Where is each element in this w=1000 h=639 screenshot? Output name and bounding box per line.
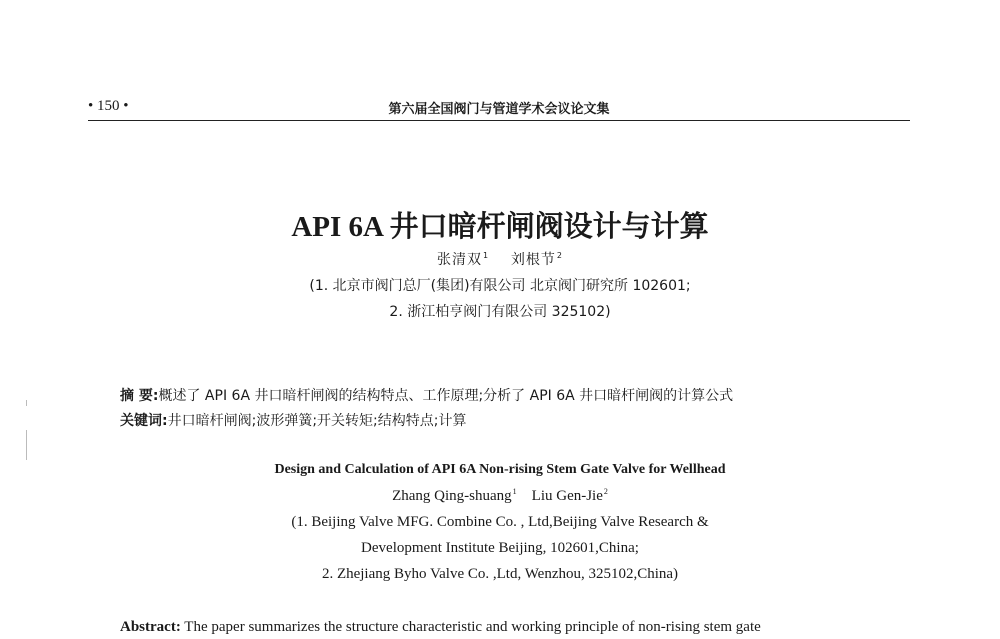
- paper-title-cn: API 6A 井口暗杆闸阀设计与计算: [291, 211, 709, 243]
- abstract-en-text: The paper summarizes the structure characteristic and working principle of non-rising stem gate: [180, 619, 761, 635]
- abstract-en: [120, 619, 761, 636]
- keywords-cn-text: 井口暗杆闸阀;波形弹簧;开关转矩;结构特点;计算: [167, 413, 467, 429]
- author-en-1: Zhang Qing-shuang: [392, 488, 512, 504]
- author-en-1-sup: 1: [512, 487, 517, 496]
- paper-title-en: Design and Calculation of API 6A Non-rising Stem Gate Valve for Wellhead: [274, 462, 726, 477]
- author-en-2-sup: 2: [603, 487, 608, 496]
- affiliation-cn-1: (1. 北京市阀门总厂(集团)有限公司 北京阀门研究所 102601;: [309, 278, 691, 294]
- abstract-cn: [120, 385, 920, 405]
- affiliation-en-1: (1. Beijing Valve MFG. Combine Co. , Ltd,Beijing Valve Research &: [291, 514, 709, 530]
- affiliation-en-2: Development Institute Beijing, 102601,China;: [361, 540, 639, 556]
- running-title: 第六届全国阀门与管道学术会议论文集: [388, 102, 610, 117]
- affiliation-en-3: 2. Zhejiang Byho Valve Co. ,Ltd, Wenzhou, 325102,China): [321, 566, 679, 582]
- keywords-cn: [120, 410, 920, 430]
- affiliation-cn-2: 2. 浙江柏亨阀门有限公司 325102): [389, 304, 611, 320]
- author-en-2: Liu Gen-Jie: [531, 488, 603, 504]
- scan-margin-mark: [26, 430, 27, 460]
- abstract-en-label: Abstract:: [120, 619, 181, 635]
- scan-margin-mark: [26, 400, 27, 406]
- running-header: [88, 96, 910, 121]
- page-number: • 150 •: [88, 98, 129, 114]
- authors-cn: [0, 249, 1000, 269]
- abstract-cn-text: 概述了 API 6A 井口暗杆闸阀的结构特点、工作原理;分析了 API 6A 井口暗杆闸阀的计算公式: [158, 388, 734, 404]
- author-cn-2: 刘根节: [510, 252, 556, 268]
- keywords-cn-label: 关键词:: [120, 413, 168, 429]
- author-cn-1: 张清双: [437, 252, 482, 268]
- author-cn-1-sup: 1: [483, 251, 490, 261]
- authors-en: [0, 487, 1000, 505]
- author-cn-2-sup: 2: [556, 251, 563, 261]
- abstract-cn-label: 摘 要:: [120, 388, 159, 404]
